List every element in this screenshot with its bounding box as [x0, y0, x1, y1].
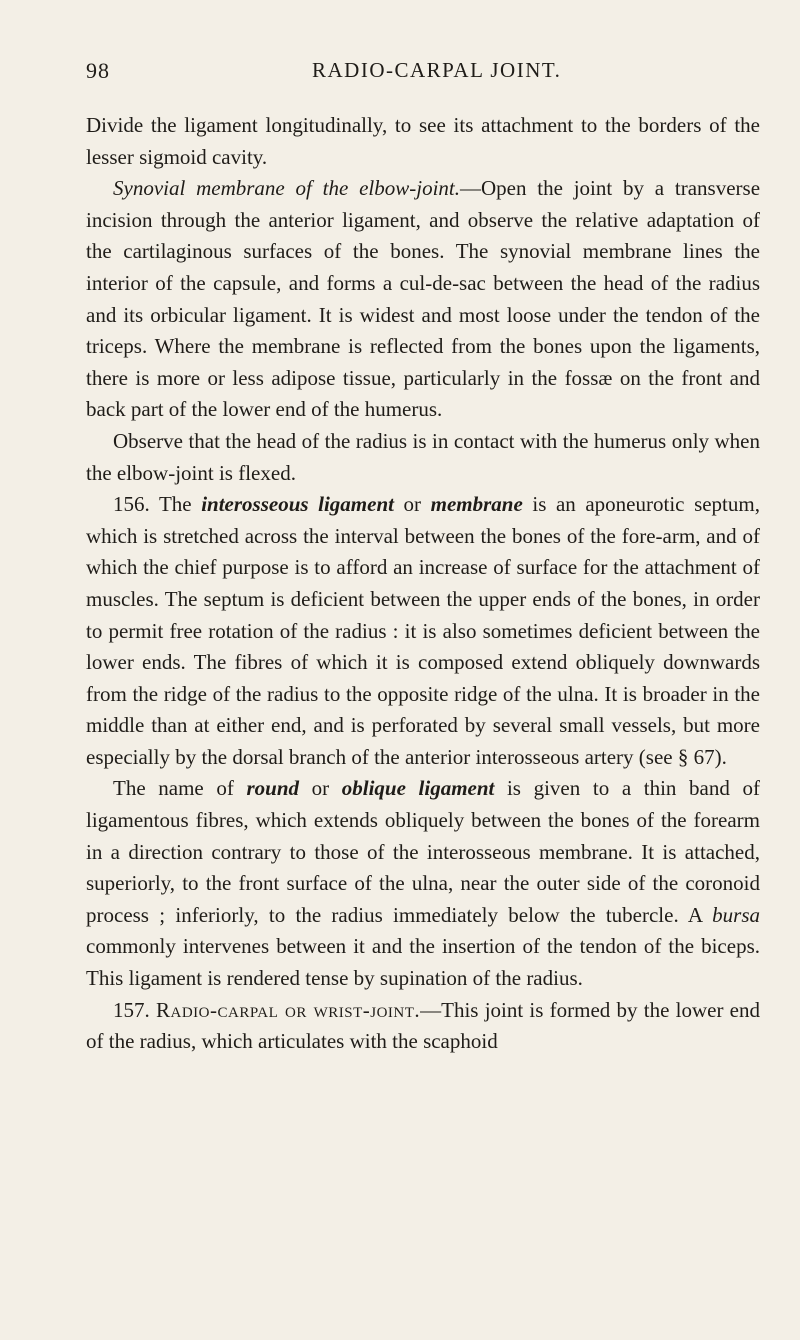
- text-body: [86, 110, 760, 1058]
- text-fragment: The: [149, 492, 202, 517]
- book-page: [86, 58, 760, 1058]
- paragraph-157-radio-carpal-joint: [86, 995, 760, 1058]
- paragraph-radius-contact: [86, 426, 760, 489]
- paragraph-synovial-membrane: [86, 173, 760, 426]
- paragraph-text: Divide the ligament longitudinally, to see its attachment to the borders of the lesser sigmoid cavity.: [86, 113, 760, 169]
- text-fragment: or: [299, 776, 342, 801]
- term-interosseous-ligament: interosseous ligament: [201, 492, 394, 517]
- paragraph-text: —This joint is formed by the lower end of the radius, which articulates with the scaphoid: [86, 997, 761, 1054]
- paragraph-text: is given to a thin band of ligamentous fibres, which extends obliquely between the bones of the forearm in a direction contrary to those of the interosseous membrane. It is attached, superiorly, to the front surface of the ulna, near the outer side of the coronoid process ; inferiorly, to the radius immediately below the tubercle. A: [86, 776, 760, 927]
- paragraph-oblique-ligament: [86, 773, 760, 994]
- paragraph-text: is an aponeurotic septum, which is stretched across the interval between the bones of the fore-arm, and of which the chief purpose is to afford an increase of surface for the attachment of muscles. The septum is deficient between the upper ends of the bones, in order to permit free rotation of the radius : it is also sometimes deficient between the lower ends. The fibres of which it is composed extend obliquely downwards from the ridge of the radius to the opposite ridge of the ulna. It is broader in the middle than at either end, and is perforated by several small vessels, but more especially by the dorsal branch of the anterior interosseous artery (see § 67).: [86, 492, 760, 769]
- section-number: 156.: [113, 492, 150, 517]
- paragraph-156-interosseous-ligament: [86, 489, 760, 773]
- running-head: [86, 58, 760, 98]
- section-number: 157.: [113, 997, 150, 1022]
- text-fragment: or: [393, 492, 431, 517]
- term-round: round: [246, 776, 299, 801]
- section-heading-radio-carpal: Radio-carpal or wrist-joint.: [155, 997, 421, 1022]
- term-membrane: membrane: [430, 492, 523, 517]
- page-number: 98: [86, 58, 110, 83]
- paragraph-ligament-division: [86, 110, 760, 173]
- running-head-title: RADIO-CARPAL JOINT.: [312, 58, 562, 82]
- paragraph-text: —Open the joint by a transverse incision through the anterior ligament, and observe the relative adaptation of the cartilaginous surfaces of the bones. The synovial membrane lines the interior of the capsule, and forms a cul-de-sac between the head of the radius and its orbicular ligament. It is widest and most loose under the tendon of the triceps. Where the membrane is reflected from the bones upon the ligaments, there is more or less adipose tissue, particularly in the fossæ on the front and back part of the lower end of the humerus.: [86, 176, 761, 422]
- paragraph-text: Observe that the head of the radius is in contact with the humerus only when the elbow-joint is flexed.: [86, 428, 760, 485]
- term-bursa: bursa: [712, 902, 760, 927]
- section-heading-synovial-membrane: Synovial membrane of the elbow-joint.: [113, 176, 460, 201]
- text-fragment: The name of: [113, 776, 247, 801]
- term-oblique-ligament: oblique ligament: [341, 776, 495, 801]
- paragraph-text: commonly intervenes between it and the insertion of the tendon of the biceps. This ligament is rendered tense by supination of the radius.: [86, 934, 760, 991]
